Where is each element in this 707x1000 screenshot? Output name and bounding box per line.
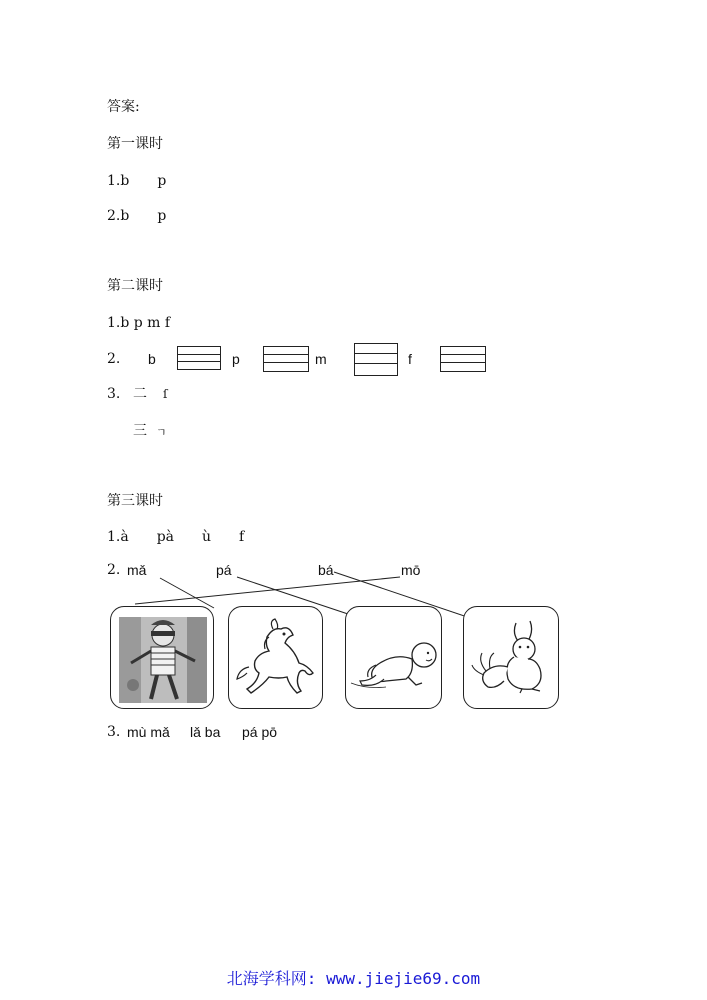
child-illustration (111, 607, 214, 709)
baby-illustration (346, 607, 442, 709)
lesson2-q3-stroke-1: ſ (163, 387, 168, 401)
picture-blindfolded-child (110, 606, 214, 709)
lesson2-q3-char-1: 二 (133, 386, 147, 402)
letter-m: m (315, 351, 327, 367)
lesson1-q2: 2.b p (107, 208, 167, 224)
lesson2-q3-number: 3. (107, 386, 121, 402)
word-ma: mǎ (127, 562, 147, 578)
match-line-ma-horse (160, 578, 214, 608)
lesson2-q1: 1.b p m f (107, 315, 171, 331)
lesson3-q3-number: 3. (107, 724, 121, 740)
horse-illustration (229, 607, 323, 709)
lesson1-q1: 1.b p (107, 173, 167, 189)
picture-crawling-baby (345, 606, 442, 709)
answer-mu-ma: mù mǎ (127, 724, 170, 740)
lesson1-title: 第一课时 (107, 136, 163, 152)
footer-watermark-link[interactable]: 北海学科网: www.jiejie69.com (226, 969, 481, 988)
lesson2-q3-stroke-2: ㄱ (156, 426, 167, 439)
lesson2-q3-char-2: 三 (133, 423, 147, 439)
letter-b: b (148, 351, 156, 367)
lesson3-q1: 1.à pà ù f (107, 529, 245, 545)
answer-la-ba: lǎ ba (190, 724, 221, 740)
answer-pa-po: pá pō (242, 724, 278, 740)
word-mo: mō (401, 562, 421, 578)
rabbit-illustration (464, 607, 559, 709)
lesson2-q2-number: 2. (107, 351, 121, 367)
lesson2-title: 第二课时 (107, 278, 163, 294)
lesson3-title: 第三课时 (107, 493, 163, 509)
lesson3-q2-number: 2. (107, 562, 121, 578)
word-pa: pá (216, 562, 232, 578)
letter-f: f (408, 351, 412, 367)
picture-horse (228, 606, 323, 709)
word-ba: bá (318, 562, 334, 578)
picture-rabbit (463, 606, 559, 709)
letter-p: p (232, 351, 240, 367)
answer-heading: 答案: (107, 99, 140, 115)
